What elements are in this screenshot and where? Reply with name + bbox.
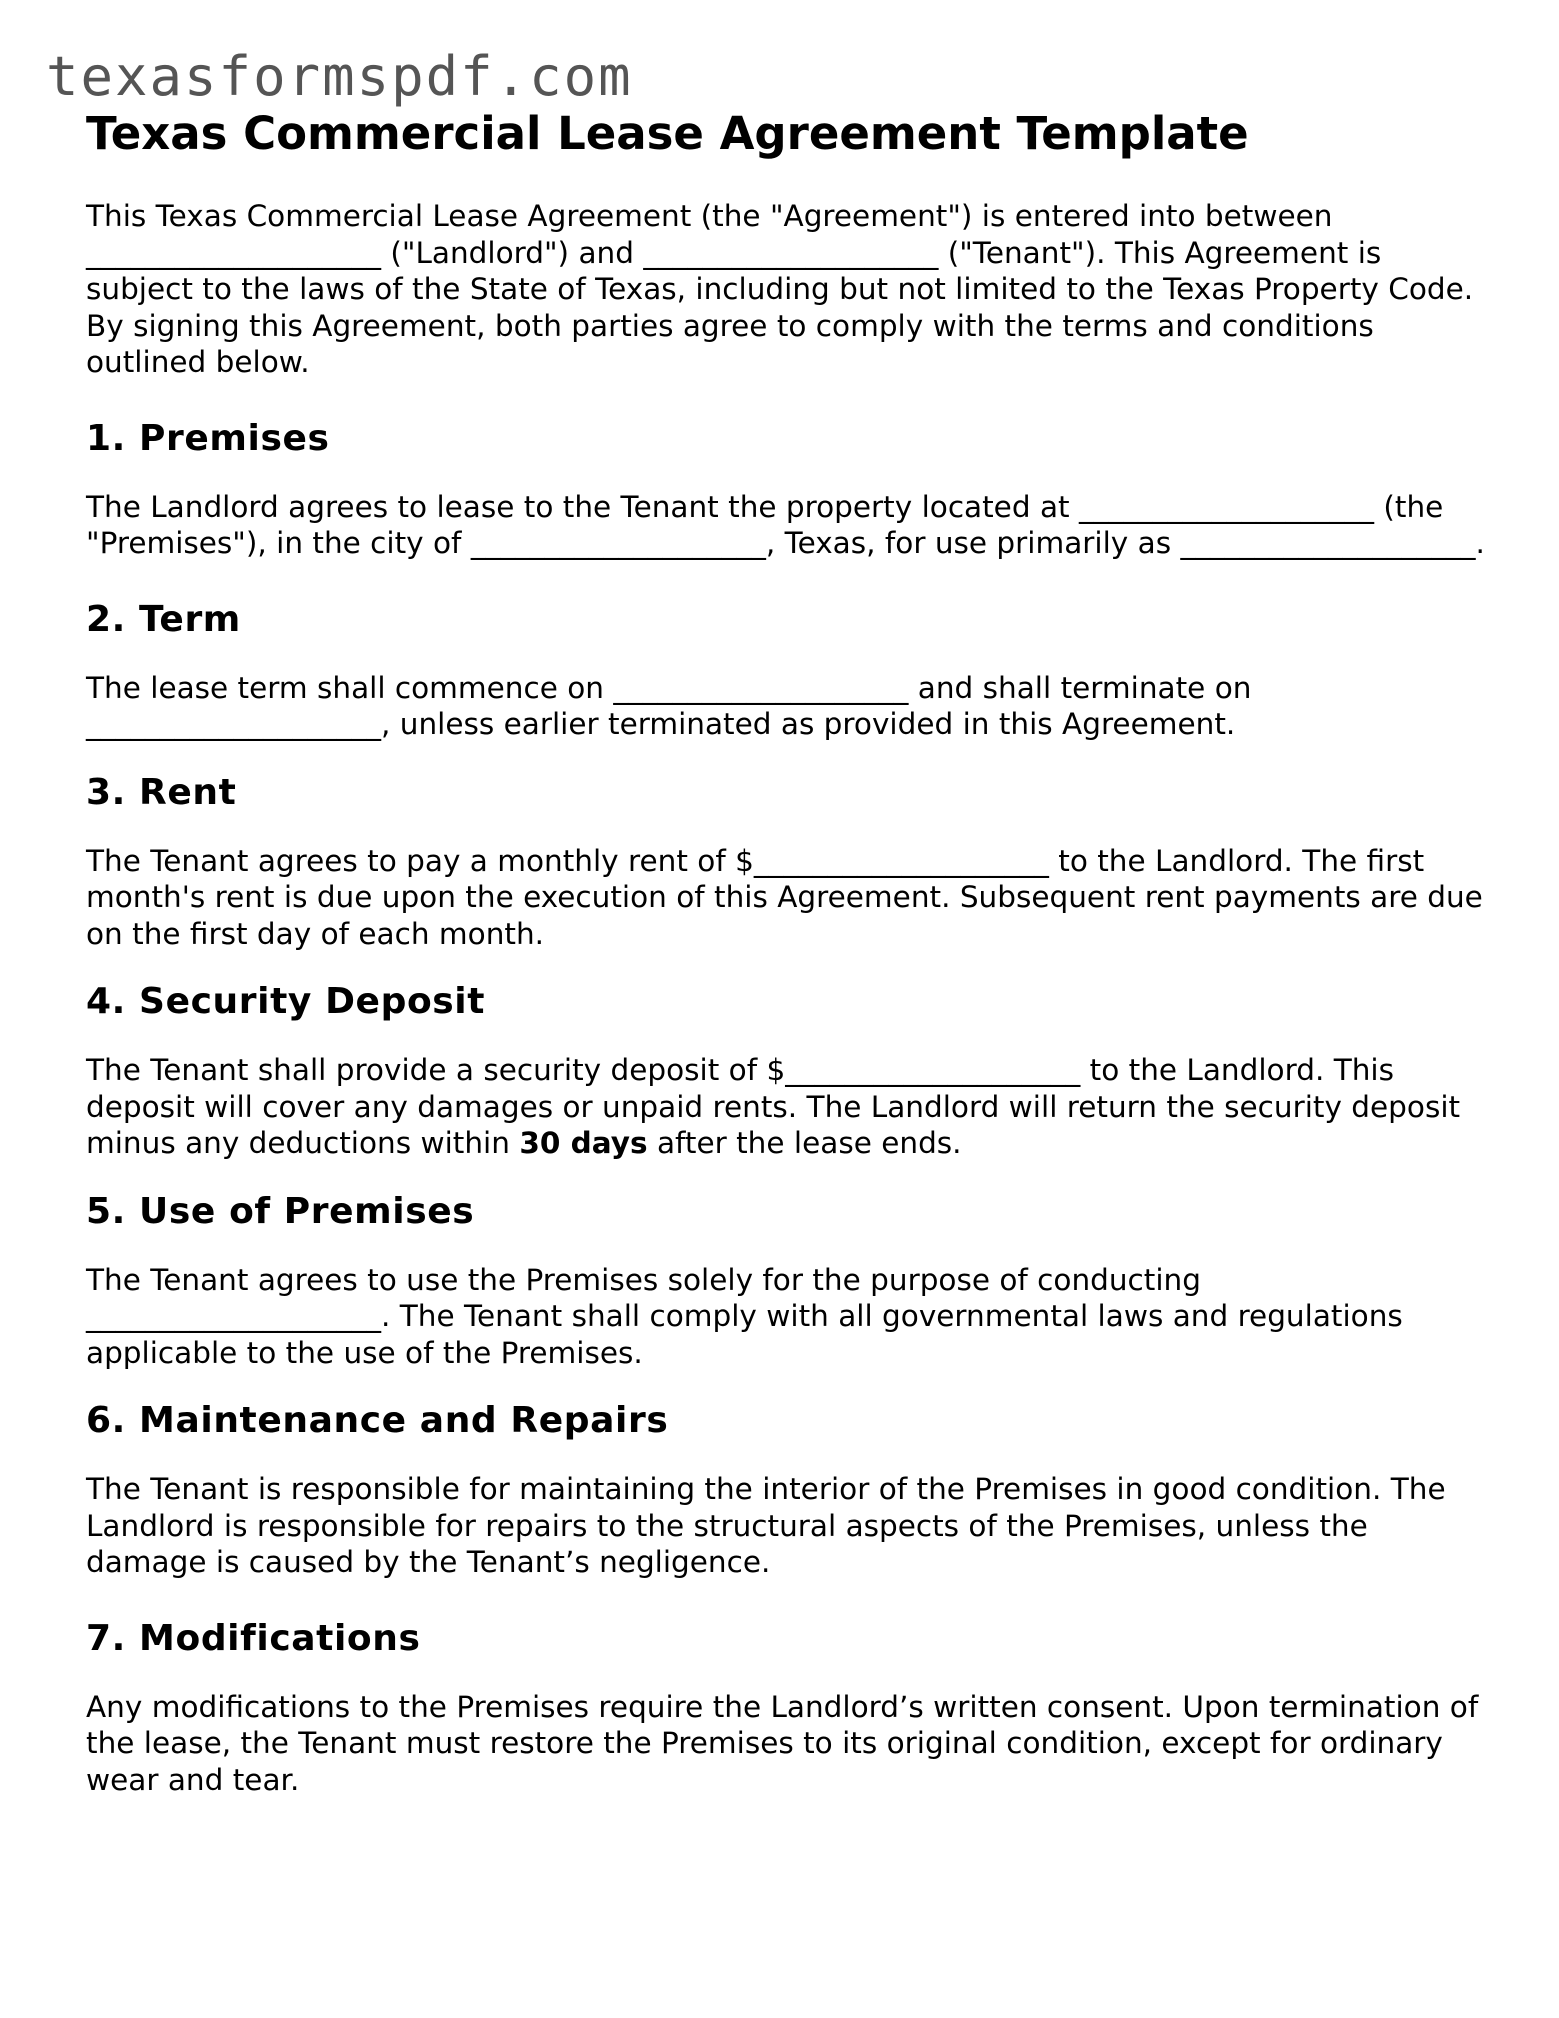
watermark: texasformspdf.com bbox=[46, 45, 633, 108]
section-text: The Landlord agrees to lease to the Tenant the property located at bbox=[86, 489, 1070, 524]
tenant-blank[interactable]: ____________________ bbox=[643, 235, 939, 270]
deposit-amount-blank[interactable]: ____________________ bbox=[785, 1053, 1081, 1087]
section-body-use-of-premises bbox=[86, 1262, 1486, 1372]
section-text: , Texas, for use primarily as bbox=[765, 526, 1172, 560]
return-period-emphasis: 30 days bbox=[519, 1126, 648, 1160]
commence-date-blank[interactable]: ____________________ bbox=[613, 670, 909, 705]
section-heading-modifications: 7. Modifications bbox=[86, 1617, 421, 1659]
intro-text: This Texas Commercial Lease Agreement (the "Agreement") is entered into between bbox=[86, 199, 1333, 233]
section-text: and shall terminate on bbox=[917, 670, 1252, 705]
document-page bbox=[86, 106, 1486, 1798]
section-body-security-deposit bbox=[86, 1052, 1486, 1162]
section-body-maintenance: The Tenant is responsible for maintaining the interior of the Premises in good condition. The Landlord is responsible for repairs to the structural aspects of the Premises, unless the damage is caused by the Tenant’s negligence. bbox=[86, 1472, 1446, 1579]
section-body-modifications: Any modifications to the Premises require the Landlord’s written consent. Upon termination of the lease, the Tenant must restore the Premises to its original condition, except for ordinary wear and tear. bbox=[86, 1689, 1479, 1797]
landlord-blank[interactable]: ____________________ bbox=[86, 235, 381, 270]
section-text: (the "Premises"), in the city of bbox=[86, 489, 1444, 560]
section-heading-use-of-premises: 5. Use of Premises bbox=[86, 1190, 475, 1232]
document-title: Texas Commercial Lease Agreement Template bbox=[86, 107, 1249, 160]
section-text: The Tenant agrees to use the Premises solely for the purpose of conducting bbox=[86, 1262, 1201, 1297]
section-body-term bbox=[86, 670, 1486, 743]
section-body-rent bbox=[86, 843, 1486, 953]
section-heading-term: 2. Term bbox=[86, 598, 241, 640]
section-text: , unless earlier terminated as provided in this Agreement. bbox=[381, 707, 1236, 741]
intro-text: ("Tenant"). This Agreement is subject to the laws of the State of Texas, including but not limited to the Texas Property Code. By signing this Agreement, both parties agree to comply with the terms and conditions outlined below. bbox=[86, 235, 1474, 379]
section-body-premises bbox=[86, 489, 1486, 562]
intro-text: ("Landlord") and bbox=[390, 235, 634, 270]
city-blank[interactable]: ____________________ bbox=[470, 526, 766, 560]
primary-use-blank[interactable]: ____________________ bbox=[1180, 526, 1476, 560]
section-text: The Tenant shall provide a security deposit of $ bbox=[86, 1053, 786, 1087]
section-text: The lease term shall commence on bbox=[86, 670, 604, 705]
section-heading-security-deposit: 4. Security Deposit bbox=[86, 981, 486, 1022]
intro-paragraph bbox=[86, 198, 1486, 381]
section-text: The Tenant agrees to pay a monthly rent of $ bbox=[86, 843, 754, 878]
section-heading-maintenance: 6. Maintenance and Repairs bbox=[86, 1400, 669, 1441]
section-text: after the lease ends. bbox=[656, 1126, 962, 1160]
property-address-blank[interactable]: ____________________ bbox=[1078, 489, 1374, 524]
section-text: to the Landlord. This deposit will cover any damages or unpaid rents. The Landlord will return the security deposit minus any deductions within bbox=[86, 1053, 1461, 1160]
monthly-rent-blank[interactable]: ____________________ bbox=[753, 843, 1049, 878]
section-heading-premises: 1. Premises bbox=[86, 417, 330, 459]
terminate-date-blank[interactable]: ____________________ bbox=[86, 707, 381, 741]
section-text: . bbox=[1475, 526, 1485, 560]
business-purpose-blank[interactable]: ____________________ bbox=[86, 1299, 381, 1333]
section-heading-rent: 3. Rent bbox=[86, 771, 237, 813]
section-text: . The Tenant shall comply with all governmental laws and regulations applicable to the use of the Premises. bbox=[86, 1299, 1403, 1370]
section-text: to the Landlord. The first month's rent is due upon the execution of this Agreement. Subsequent rent payments are due on the first day of each month. bbox=[86, 843, 1483, 951]
